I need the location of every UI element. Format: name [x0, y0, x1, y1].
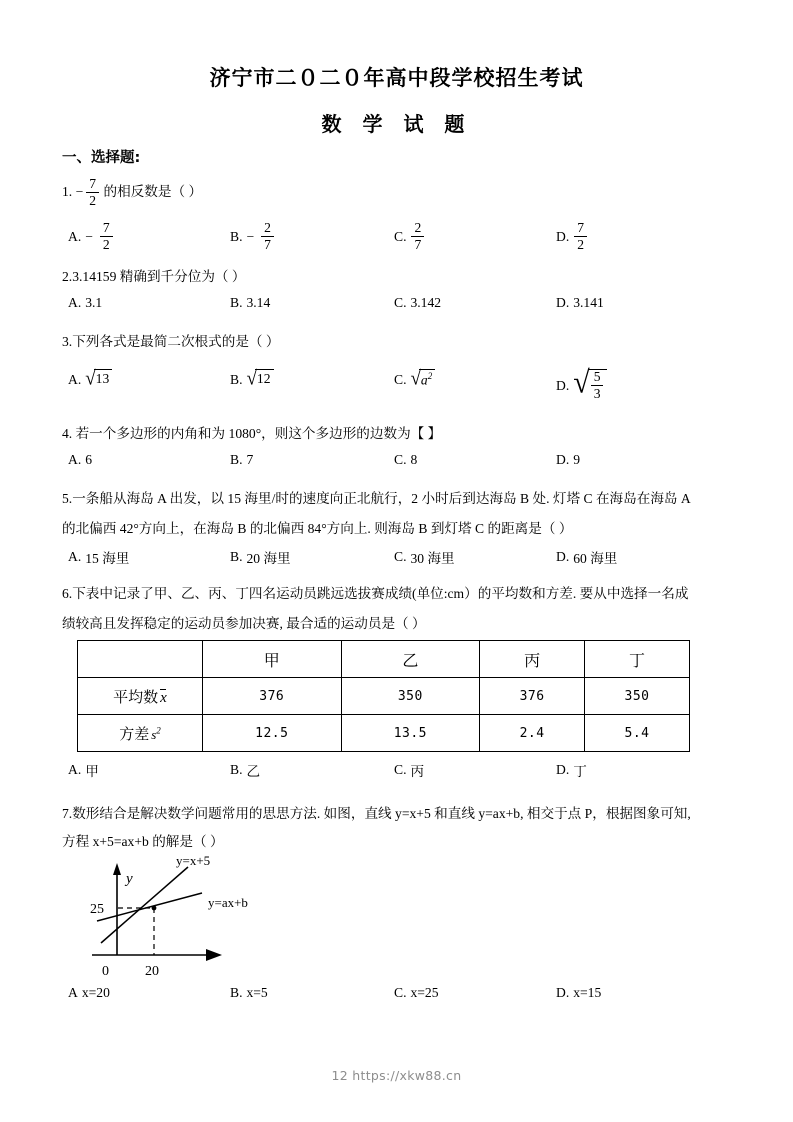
option-text: x=5 [246, 985, 268, 1000]
fraction-denominator: 3 [593, 385, 601, 401]
question-4-stem: 4. 若一个多边形的内角和为 1080°，则这个多边形的边数为【 】 [62, 426, 442, 441]
fraction-denominator: 2 [89, 192, 97, 208]
question-7-options [62, 985, 742, 1011]
option-3-c[interactable] [394, 367, 435, 390]
option-text: 甲 [85, 764, 99, 779]
question-5-options [62, 547, 742, 573]
square-root-icon: √ 13 [85, 369, 112, 388]
question-1-fraction [86, 177, 99, 207]
option-label: B. [230, 295, 243, 310]
line-y-equals-ax-plus-b [97, 893, 202, 921]
cell-mean-bing: 376 [480, 678, 585, 715]
option-4-c[interactable] [394, 452, 417, 468]
s-exponent: 2 [156, 725, 161, 736]
option-label: C. [394, 295, 407, 310]
option-label: D. [556, 295, 570, 310]
option-label: D. [556, 378, 570, 394]
option-text: 20 海里 [246, 551, 291, 566]
fraction-numerator: 7 [86, 177, 99, 193]
option-label: A. [68, 762, 82, 777]
option-5-c[interactable] [394, 547, 455, 567]
option-1-d[interactable] [556, 222, 588, 252]
option-label: D. [556, 229, 570, 245]
series-label-line2: y=ax+b [208, 895, 248, 910]
cell-variance-bing: 2.4 [480, 715, 585, 752]
question-4-options [62, 452, 742, 478]
row-label-text: 方差 [119, 726, 150, 743]
table-header-ding: 丁 [585, 641, 690, 678]
option-text: 8 [410, 452, 418, 467]
option-text: 3.141 [573, 295, 604, 310]
option-fraction [574, 221, 587, 251]
option-sign: − [85, 229, 93, 245]
option-text: 60 海里 [573, 551, 618, 566]
radicand: 13 [94, 369, 113, 388]
radicand [419, 369, 435, 389]
option-fraction [100, 221, 113, 251]
option-2-c[interactable] [394, 295, 441, 311]
square-root-icon: √ $a^2$ [410, 369, 435, 389]
question-3-stem: 3.下列各式是最简二次根式的是（ ） [62, 334, 280, 349]
question-1-fraction-sign: − [75, 184, 84, 200]
option-label: B. [230, 985, 243, 1000]
option-5-d[interactable] [556, 547, 617, 567]
option-sign: − [246, 229, 255, 245]
option-text: 30 海里 [410, 551, 455, 566]
page-title: 济宁市二０二０年高中段学校招生考试 [209, 65, 584, 90]
cell-variance-ding: 5.4 [585, 715, 690, 752]
option-text: 3.1 [85, 295, 103, 310]
option-4-b[interactable] [230, 452, 253, 468]
option-1-b[interactable] [230, 222, 275, 252]
x-axis-arrow [206, 949, 222, 961]
option-label: C. [394, 549, 407, 564]
cell-mean-yi: 350 [341, 678, 480, 715]
option-text: 乙 [246, 764, 261, 779]
x-bar-symbol: x [160, 689, 167, 706]
option-text: x=15 [573, 985, 602, 1000]
radicand: 12 [255, 369, 274, 388]
linear-functions-graph [80, 855, 360, 985]
option-2-b[interactable] [230, 295, 270, 311]
option-label: A. [68, 229, 82, 245]
option-label: C. [394, 229, 407, 245]
question-1-number: 1. [62, 184, 73, 200]
square-root-icon: √ $\frac{5}{3}$ [573, 369, 607, 401]
option-text: x=20 [81, 985, 110, 1000]
line-y-equals-x-plus-5 [101, 867, 188, 943]
option-label: C. [394, 371, 407, 387]
question-7-stem-line1: 7.数形结合是解决数学问题常用的思思方法. 如图，直线 y=x+5 和直线 y=ax+b, 相交于点 P，根据图象可知, [62, 806, 691, 821]
option-5-a[interactable] [68, 547, 129, 567]
table-header-jia: 甲 [203, 641, 342, 678]
series-label-line1: y=x+5 [176, 855, 211, 868]
option-6-c[interactable] [394, 760, 424, 780]
cell-mean-ding: 350 [585, 678, 690, 715]
option-label: D. [556, 762, 570, 777]
section-heading: 一、选择题: [62, 150, 141, 166]
option-label: A [68, 985, 78, 1000]
table-header-row [78, 641, 690, 678]
radicand-base: a [420, 372, 428, 388]
row-label-text: 平均数 [113, 689, 159, 706]
question-2-stem: 2.3.14159 精确到千分位为（ ） [62, 269, 246, 284]
fraction-numerator: 7 [574, 221, 587, 237]
question-7-graph-figure [80, 855, 360, 985]
fraction-denominator: 2 [577, 236, 585, 252]
s-symbol: s [151, 726, 157, 742]
table-row [78, 678, 690, 715]
option-6-a[interactable] [68, 760, 99, 780]
option-2-a[interactable] [68, 295, 102, 311]
option-label: A. [68, 549, 82, 564]
option-label: B. [230, 549, 243, 564]
question-3-options [62, 365, 742, 410]
radicand [588, 369, 608, 401]
table-row [78, 715, 690, 752]
option-label: C. [394, 762, 407, 777]
option-text: 丁 [573, 764, 587, 779]
page-subtitle: 数 学 试 题 [321, 112, 472, 136]
fraction-numerator: 7 [100, 221, 113, 237]
option-4-d[interactable] [556, 452, 580, 468]
question-7-stem-line2: 方程 x+5=ax+b 的解是（ ） [62, 834, 224, 849]
question-1-options [62, 220, 742, 252]
option-3-d[interactable] [556, 365, 607, 402]
row-label-variance [78, 715, 203, 752]
question-5-stem-line2: 的北偏西 42°方向上，在海岛 B 的北偏西 84°方向上. 则海岛 B 到灯塔 C 的距离是（ ） [62, 521, 573, 536]
option-label: C. [394, 985, 407, 1000]
square-root-icon: √ 12 [246, 369, 273, 388]
option-7-b[interactable] [230, 985, 268, 1001]
fraction-denominator: 7 [414, 236, 422, 252]
fraction-denominator: 2 [102, 236, 110, 252]
option-text: 6 [85, 452, 93, 467]
s-squared-symbol [151, 727, 161, 742]
cell-variance-jia: 12.5 [203, 715, 342, 752]
option-label: B. [230, 229, 243, 245]
table-corner-cell [78, 641, 203, 678]
radicand-fraction [591, 370, 604, 400]
option-text: 9 [573, 452, 581, 467]
option-text: x=25 [410, 985, 439, 1000]
cell-variance-yi: 13.5 [341, 715, 480, 752]
y-axis-arrow [113, 863, 121, 875]
option-4-a[interactable] [68, 452, 92, 468]
table-header-yi: 乙 [341, 641, 480, 678]
table-header-bing: 丙 [480, 641, 585, 678]
cell-mean-jia: 376 [203, 678, 342, 715]
option-text: 7 [246, 452, 254, 467]
athlete-stats-table [77, 640, 690, 752]
option-label: A. [68, 371, 82, 387]
option-6-d[interactable] [556, 760, 587, 780]
option-label: B. [230, 762, 243, 777]
question-6-options [62, 760, 742, 786]
option-text: 丙 [410, 764, 425, 779]
option-label: A. [68, 452, 82, 467]
option-label: C. [394, 452, 407, 467]
radicand-exponent: 2 [427, 371, 433, 381]
question-1-stem [62, 178, 202, 208]
option-text: 15 海里 [85, 551, 130, 566]
option-6-b[interactable] [230, 760, 260, 780]
footer-watermark: 12 https://xkw88.cn [331, 1068, 462, 1083]
option-5-b[interactable] [230, 547, 291, 567]
option-2-d[interactable] [556, 295, 604, 311]
option-label: A. [68, 295, 82, 310]
option-label: D. [556, 452, 570, 467]
row-label-mean [78, 678, 203, 715]
option-7-d[interactable] [556, 985, 601, 1001]
fraction-numerator: 5 [591, 370, 604, 386]
question-6-stem-line2: 绩较高且发挥稳定的运动员参加决赛, 最合适的运动员是（ ） [62, 616, 426, 631]
option-label: D. [556, 985, 570, 1000]
question-2-options [62, 295, 742, 321]
fraction-numerator: 2 [411, 221, 424, 237]
option-text: 3.14 [246, 295, 271, 310]
option-3-b[interactable] [230, 367, 274, 390]
fraction-denominator: 7 [264, 236, 271, 252]
axis-label-y: y [126, 871, 133, 887]
x-tick-label-20: 20 [145, 964, 159, 979]
option-fraction [411, 221, 424, 251]
option-1-c[interactable] [394, 222, 425, 252]
option-1-a[interactable] [68, 222, 114, 252]
option-text: 3.142 [410, 295, 442, 310]
option-7-c[interactable] [394, 985, 439, 1001]
y-tick-label-25: 25 [90, 902, 104, 917]
option-label: D. [556, 549, 570, 564]
question-6-stem-line1: 6.下表中记录了甲、乙、丙、丁四名运动员跳远选拔赛成绩(单位:cm）的平均数和方差. 要从中选择一名成 [62, 586, 689, 601]
question-1-stem-text: 的相反数是（ ） [103, 184, 203, 200]
option-3-a[interactable] [68, 367, 112, 390]
option-fraction [261, 221, 274, 251]
fraction-numerator: 2 [261, 221, 274, 237]
question-5-stem-line1: 5.一条船从海岛 A 出发，以 15 海里/时的速度向正北航行，2 小时后到达海岛 B 处. 灯塔 C 在海岛在海岛 A [62, 491, 691, 506]
option-label: B. [230, 371, 243, 387]
origin-label: 0 [102, 964, 109, 979]
option-7-a[interactable] [68, 985, 110, 1001]
option-label: B. [230, 452, 243, 467]
